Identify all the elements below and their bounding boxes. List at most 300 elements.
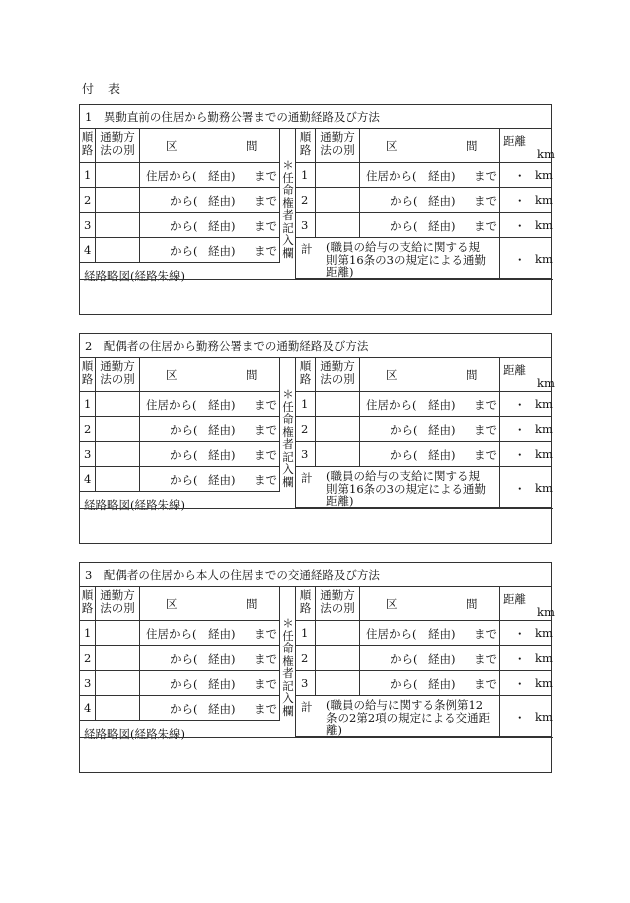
order-header-line2: 路	[299, 601, 312, 615]
section-header-right	[360, 129, 500, 163]
appointer-char: 任	[282, 399, 294, 414]
section-cell-left	[140, 467, 280, 492]
method-cell-left	[96, 696, 140, 721]
method-header-left	[96, 358, 140, 392]
appointer-char: 欄	[282, 474, 294, 489]
row-number: 2	[301, 422, 309, 436]
total-cell	[296, 238, 500, 279]
section-header-a: 区	[166, 139, 178, 153]
section-header-left	[140, 587, 280, 621]
distance-km: km	[535, 422, 553, 436]
until-label: まで	[254, 448, 277, 462]
method-cell-right	[316, 646, 360, 671]
distance-km: km	[535, 218, 553, 232]
total-label: 計	[301, 700, 313, 714]
section-cell-right	[360, 392, 500, 417]
row-number-right	[296, 392, 316, 417]
method-header-line2: 法の別	[100, 601, 135, 615]
row-number-left	[80, 417, 96, 442]
method-cell-right	[316, 392, 360, 417]
section-header-b: 間	[466, 368, 478, 382]
row-number: 1	[84, 397, 92, 411]
section-header-a: 区	[166, 368, 178, 382]
until-label: まで	[474, 219, 497, 233]
via-label: 経由)	[428, 398, 456, 412]
appointer-char: 命	[282, 183, 294, 197]
row-number-left	[80, 188, 96, 213]
via-label: 経由)	[208, 702, 236, 716]
from-label: から(	[390, 219, 418, 233]
from-residence: 住居から(	[366, 627, 417, 641]
row-number: 1	[301, 168, 309, 182]
distance-cell	[500, 671, 552, 696]
total-distance-cell	[500, 467, 552, 508]
distance-km: km	[535, 447, 553, 461]
via-label: 経由)	[428, 627, 456, 641]
section-cell-right	[360, 621, 500, 646]
from-label: から(	[390, 448, 418, 462]
method-header-line1: 通勤方	[100, 130, 135, 144]
row-number-right	[296, 646, 316, 671]
method-cell-right	[316, 417, 360, 442]
until-label: まで	[474, 169, 497, 183]
section-header-b: 間	[246, 597, 258, 611]
until-label: まで	[474, 627, 497, 641]
row-number: 3	[84, 218, 92, 232]
method-header-line2: 法の別	[320, 143, 355, 157]
row-number-right	[296, 442, 316, 467]
section-cell-left	[140, 392, 280, 417]
row-number: 4	[84, 243, 92, 257]
method-cell-right	[316, 442, 360, 467]
method-header-line1: 通勤方	[100, 359, 135, 373]
until-label: まで	[254, 702, 277, 716]
section-cell-right	[360, 671, 500, 696]
appointer-char: 権	[282, 195, 294, 210]
row-number-right	[296, 163, 316, 188]
total-label: 計	[301, 471, 313, 485]
distance-km: km	[535, 481, 553, 495]
row-number: 2	[301, 193, 309, 207]
distance-km: km	[535, 168, 553, 182]
distance-dot: ・	[514, 169, 526, 183]
order-header-right	[296, 358, 316, 392]
until-label: まで	[474, 398, 497, 412]
row-number: 2	[84, 651, 92, 665]
via-label: 経由)	[208, 627, 236, 641]
distance-km: km	[535, 676, 553, 690]
form-section-1	[79, 104, 555, 315]
total-note-line: 距離)	[326, 494, 354, 508]
distance-cell	[500, 392, 552, 417]
row-number: 1	[301, 397, 309, 411]
until-label: まで	[254, 627, 277, 641]
order-header-left	[80, 358, 96, 392]
from-residence: 住居から(	[366, 169, 417, 183]
until-label: まで	[254, 473, 277, 487]
distance-dot: ・	[514, 423, 526, 437]
section-cell-left	[140, 671, 280, 696]
from-label: から(	[170, 652, 198, 666]
section-cell-left	[140, 621, 280, 646]
method-header-line2: 法の別	[100, 143, 135, 157]
row-number: 1	[84, 626, 92, 640]
distance-dot: ・	[514, 398, 526, 412]
distance-header	[500, 129, 555, 163]
section-header-a: 区	[386, 368, 398, 382]
total-note	[326, 699, 490, 737]
route-map-label: 経路略図(経路朱線)	[84, 498, 185, 512]
page-title: 付 表	[82, 82, 122, 96]
section-cell-right	[360, 646, 500, 671]
distance-dot: ・	[514, 253, 526, 267]
appointer-char: 権	[282, 653, 294, 668]
method-cell-left	[96, 392, 140, 417]
until-label: まで	[474, 652, 497, 666]
form-section-3	[79, 562, 555, 773]
appointer-char: 記	[282, 678, 294, 693]
from-label: から(	[170, 677, 198, 691]
method-cell-right	[316, 671, 360, 696]
method-header-left	[96, 587, 140, 621]
method-cell-left	[96, 188, 140, 213]
order-header-line1: 順	[299, 359, 312, 373]
section-cell-left	[140, 213, 280, 238]
until-label: まで	[254, 169, 277, 183]
route-map-label: 経路略図(経路朱線)	[84, 727, 185, 741]
until-label: まで	[254, 398, 277, 412]
row-number: 4	[84, 472, 92, 486]
total-note-line: 則第16条の3の規定による通勤	[326, 252, 486, 267]
appointer-char: 命	[282, 412, 294, 426]
total-note-line: 則第16条の3の規定による通勤	[326, 481, 486, 496]
appointer-char: 者	[282, 437, 294, 451]
total-note	[326, 470, 486, 508]
section-cell-right	[360, 163, 500, 188]
from-label: から(	[170, 244, 198, 258]
section-cell-right	[360, 188, 500, 213]
order-header-left	[80, 129, 96, 163]
distance-km: km	[535, 651, 553, 665]
section-cell-right	[360, 442, 500, 467]
from-label: から(	[390, 677, 418, 691]
distance-cell	[500, 213, 552, 238]
row-number-left	[80, 442, 96, 467]
via-label: 経由)	[208, 473, 236, 487]
section-title: 1 異動直前の住居から勤務公署までの通勤経路及び方法	[80, 105, 551, 129]
from-label: から(	[170, 473, 198, 487]
section-cell-left	[140, 442, 280, 467]
order-header-line1: 順	[299, 130, 312, 144]
distance-cell	[500, 646, 552, 671]
via-label: 経由)	[428, 677, 456, 691]
distance-km: km	[535, 710, 553, 724]
from-label: から(	[390, 194, 418, 208]
method-cell-left	[96, 442, 140, 467]
method-cell-left	[96, 671, 140, 696]
method-cell-left	[96, 417, 140, 442]
row-number: 1	[84, 168, 92, 182]
from-residence: 住居から(	[146, 398, 197, 412]
appointer-char: ＊	[282, 387, 294, 401]
section-header-b: 間	[466, 597, 478, 611]
via-label: 経由)	[208, 677, 236, 691]
distance-label: 距離	[503, 363, 526, 377]
via-label: 経由)	[428, 423, 456, 437]
section-cell-right	[360, 417, 500, 442]
row-number: 2	[84, 422, 92, 436]
section-header-a: 区	[166, 597, 178, 611]
appointer-char: 者	[282, 208, 294, 222]
section-header-a: 区	[386, 139, 398, 153]
via-label: 経由)	[208, 194, 236, 208]
form-section-2	[79, 333, 555, 544]
section-title: 3 配偶者の住居から本人の住居までの交通経路及び方法	[80, 563, 551, 587]
distance-dot: ・	[514, 448, 526, 462]
distance-km: km	[535, 397, 553, 411]
appointer-column-label	[281, 159, 295, 259]
from-label: から(	[170, 423, 198, 437]
distance-km: km	[535, 193, 553, 207]
until-label: まで	[254, 244, 277, 258]
distance-dot: ・	[514, 677, 526, 691]
total-distance-cell	[500, 696, 552, 737]
distance-cell	[500, 163, 552, 188]
row-number-left	[80, 646, 96, 671]
distance-km: km	[535, 252, 553, 266]
order-header-line2: 路	[299, 143, 312, 157]
order-header-line1: 順	[81, 588, 94, 602]
from-label: から(	[390, 652, 418, 666]
method-header-line1: 通勤方	[100, 588, 135, 602]
via-label: 経由)	[428, 652, 456, 666]
distance-unit: km	[537, 605, 555, 619]
method-cell-right	[316, 621, 360, 646]
via-label: 経由)	[428, 448, 456, 462]
from-residence: 住居から(	[366, 398, 417, 412]
appointer-char: 任	[282, 628, 294, 643]
via-label: 経由)	[428, 194, 456, 208]
via-label: 経由)	[208, 169, 236, 183]
method-cell-left	[96, 621, 140, 646]
distance-label: 距離	[503, 134, 526, 148]
appointer-char: 記	[282, 220, 294, 235]
row-number-left	[80, 696, 96, 721]
appointer-column-label	[281, 617, 295, 717]
via-label: 経由)	[208, 219, 236, 233]
route-map-divider	[80, 279, 553, 280]
until-label: まで	[254, 194, 277, 208]
appointer-char: 任	[282, 170, 294, 185]
method-cell-right	[316, 213, 360, 238]
total-cell	[296, 696, 500, 737]
section-cell-left	[140, 188, 280, 213]
via-label: 経由)	[428, 219, 456, 233]
appointer-char: 欄	[282, 703, 294, 718]
distance-cell	[500, 188, 552, 213]
appointer-char: 権	[282, 424, 294, 439]
row-number-right	[296, 621, 316, 646]
total-note	[326, 241, 486, 279]
section-cell-left	[140, 696, 280, 721]
until-label: まで	[474, 448, 497, 462]
row-number-left	[80, 621, 96, 646]
order-header-line1: 順	[299, 588, 312, 602]
via-label: 経由)	[208, 244, 236, 258]
section-header-a: 区	[386, 597, 398, 611]
total-note-line: (職員の給与の支給に関する規	[326, 469, 480, 483]
row-number: 3	[301, 676, 309, 690]
route-map-label: 経路略図(経路朱線)	[84, 269, 185, 283]
until-label: まで	[474, 423, 497, 437]
distance-cell	[500, 442, 552, 467]
section-cell-left	[140, 646, 280, 671]
row-number-left	[80, 213, 96, 238]
until-label: まで	[254, 652, 277, 666]
distance-dot: ・	[514, 652, 526, 666]
row-number-right	[296, 188, 316, 213]
section-header-b: 間	[466, 139, 478, 153]
row-number: 4	[84, 701, 92, 715]
section-cell-left	[140, 163, 280, 188]
from-residence: 住居から(	[146, 169, 197, 183]
method-cell-left	[96, 213, 140, 238]
distance-dot: ・	[514, 194, 526, 208]
route-map-divider	[80, 737, 553, 738]
order-header-line2: 路	[299, 372, 312, 386]
appointer-char: ＊	[282, 616, 294, 630]
appointer-char: 記	[282, 449, 294, 464]
order-header-line2: 路	[81, 601, 94, 615]
distance-label: 距離	[503, 592, 526, 606]
method-cell-left	[96, 238, 140, 263]
via-label: 経由)	[208, 423, 236, 437]
total-cell	[296, 467, 500, 508]
method-header-line1: 通勤方	[320, 588, 355, 602]
appointer-char: 入	[282, 233, 294, 247]
row-number: 2	[301, 651, 309, 665]
row-number-right	[296, 417, 316, 442]
method-header-right	[316, 587, 360, 621]
appointer-char: 命	[282, 641, 294, 655]
row-number-left	[80, 163, 96, 188]
row-number-left	[80, 238, 96, 263]
section-header-right	[360, 587, 500, 621]
from-label: から(	[170, 194, 198, 208]
distance-dot: ・	[514, 711, 526, 725]
row-number-left	[80, 671, 96, 696]
from-label: から(	[170, 702, 198, 716]
method-header-line2: 法の別	[320, 372, 355, 386]
row-number: 2	[84, 193, 92, 207]
distance-dot: ・	[514, 627, 526, 641]
method-header-line2: 法の別	[320, 601, 355, 615]
method-cell-right	[316, 188, 360, 213]
row-number-left	[80, 392, 96, 417]
order-header-line1: 順	[81, 359, 94, 373]
row-number: 3	[301, 447, 309, 461]
method-cell-right	[316, 163, 360, 188]
section-header-right	[360, 358, 500, 392]
until-label: まで	[474, 677, 497, 691]
appointer-char: 欄	[282, 245, 294, 260]
total-note-line: (職員の給与の支給に関する規	[326, 240, 480, 254]
section-cell-left	[140, 417, 280, 442]
order-header-right	[296, 129, 316, 163]
distance-cell	[500, 621, 552, 646]
section-header-b: 間	[246, 139, 258, 153]
appointer-char: 入	[282, 462, 294, 476]
total-note-line: 条の2第2項の規定による交通距	[326, 710, 491, 725]
appointer-char: 入	[282, 691, 294, 705]
distance-header	[500, 358, 555, 392]
order-header-left	[80, 587, 96, 621]
row-number: 1	[301, 626, 309, 640]
from-residence: 住居から(	[146, 627, 197, 641]
from-label: から(	[390, 423, 418, 437]
distance-unit: km	[537, 376, 555, 390]
distance-cell	[500, 417, 552, 442]
until-label: まで	[254, 423, 277, 437]
section-title: 2 配偶者の住居から勤務公署までの通勤経路及び方法	[80, 334, 551, 358]
section-cell-right	[360, 213, 500, 238]
row-number-right	[296, 671, 316, 696]
method-cell-left	[96, 467, 140, 492]
method-header-right	[316, 358, 360, 392]
order-header-line1: 順	[81, 130, 94, 144]
total-distance-cell	[500, 238, 552, 279]
row-number: 3	[301, 218, 309, 232]
row-number: 3	[84, 447, 92, 461]
order-header-right	[296, 587, 316, 621]
from-label: から(	[170, 448, 198, 462]
total-note-line: 距離)	[326, 265, 354, 279]
order-header-line2: 路	[81, 143, 94, 157]
until-label: まで	[474, 194, 497, 208]
method-cell-left	[96, 163, 140, 188]
total-label: 計	[301, 242, 313, 256]
method-header-line1: 通勤方	[320, 359, 355, 373]
distance-dot: ・	[514, 219, 526, 233]
method-header-line1: 通勤方	[320, 130, 355, 144]
row-number: 3	[84, 676, 92, 690]
section-header-left	[140, 358, 280, 392]
row-number-right	[296, 213, 316, 238]
row-number-left	[80, 467, 96, 492]
method-header-right	[316, 129, 360, 163]
via-label: 経由)	[208, 448, 236, 462]
distance-header	[500, 587, 555, 621]
until-label: まで	[254, 677, 277, 691]
total-note-line: (職員の給与に関する条例第12	[326, 698, 484, 712]
appointer-column-label	[281, 388, 295, 488]
route-map-divider	[80, 508, 553, 509]
from-label: から(	[170, 219, 198, 233]
via-label: 経由)	[428, 169, 456, 183]
appointer-char: ＊	[282, 158, 294, 172]
until-label: まで	[254, 219, 277, 233]
section-header-b: 間	[246, 368, 258, 382]
method-header-left	[96, 129, 140, 163]
total-note-line: 離)	[326, 723, 342, 737]
via-label: 経由)	[208, 652, 236, 666]
section-cell-left	[140, 238, 280, 263]
distance-unit: km	[537, 147, 555, 161]
order-header-line2: 路	[81, 372, 94, 386]
method-cell-left	[96, 646, 140, 671]
via-label: 経由)	[208, 398, 236, 412]
distance-km: km	[535, 626, 553, 640]
